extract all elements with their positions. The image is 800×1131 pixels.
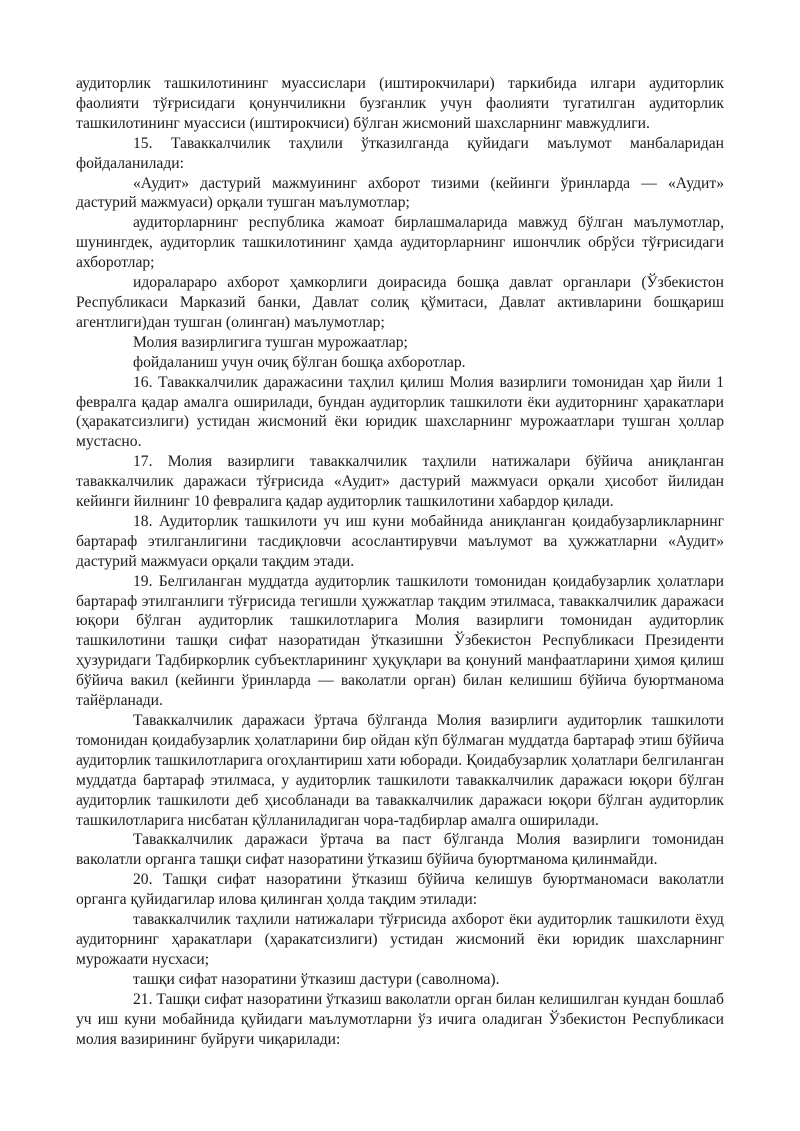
paragraph-15: таваккалчилик таҳлили натижалари тўғрисида ахборот ёки аудиторлик ташкилоти ёхуд аудиторнинг ҳаракатлари (ҳаракатсизлиги) устидан жисмоний ёки юридик шахсларнинг мурожаати нусхаси; <box>76 911 724 968</box>
paragraph-6: Молия вазирлигига тушган мурожаатлар; <box>133 333 408 351</box>
paragraph-4: аудиторларнинг республика жамоат бирлашмаларида мавжуд бўлган маълумотлар, шунингдек, аудиторлик ташкилотининг ҳамда аудиторларнинг ишончлик обрўси тўғрисидаги ахборотлар; <box>76 214 724 272</box>
paragraph-17: 21. Ташқи сифат назоратини ўтказиш ваколатли орган билан келишилган кундан бошлаб уч иш куни мобайнида қуйидаги маълумотларни ўз ичига оладиган Ўзбекистон Республикаси молия вазирининг буйруғи чиқарилади: <box>76 990 724 1048</box>
paragraph-16: ташқи сифат назоратини ўтказиш дастури (саволнома). <box>133 970 500 988</box>
paragraph-14: 20. Ташқи сифат назоратини ўтказиш бўйича келишув буюртманомаси ваколатли органга қуйидагилар илова қилинган ҳолда тақдим этилади: <box>76 871 724 909</box>
paragraph-7: фойдаланиш учун очиқ бўлган бошқа ахборотлар. <box>133 353 466 371</box>
paragraph-13: Таваккалчилик даражаси ўртача ва паст бўлганда Молия вазирлиги томонидан ваколатли органга ташқи сифат назоратини ўтказиш бўйича буюртманома қилинмайди. <box>76 831 724 869</box>
document-page <box>76 74 724 1049</box>
paragraph-11: 19. Белгиланган муддатда аудиторлик ташкилоти томонидан қоидабузарлик ҳолатлари бартараф этилганлиги тўғрисида тегишли ҳужжатлар тақдим этилмаса, таваккалчилик даражаси юқори бўлган аудиторлик ташкилотларига Молия вазирлиги томонидан аудиторлик ташкилотини ташқи сифат назоратидан ўтказишни Ўзбекистон Республикаси Президенти ҳузуридаги Тадбиркорлик субъектларининг ҳуқуқлари ва қонуний манфаатларини ҳимоя қилиш бўйича вакил (кейинги ўринларда — ваколатли орган) билан келишиш бўйича буюртманома тайёрланади. <box>76 572 724 710</box>
paragraph-1: аудиторлик ташкилотининг муассислари (иштирокчилари) таркибида илгари аудиторлик фаолияти тўғрисидаги қонунчиликни бузганлик учун фаолияти тугатилган аудиторлик ташкилотининг муассиси (иштирокчиси) бўлган жисмоний шахсларнинг мавжудлиги. <box>76 75 724 132</box>
paragraph-12: Таваккалчилик даражаси ўртача бўлганда Молия вазирлиги аудиторлик ташкилоти томонидан қоидабузарлик ҳолатларини бир ойдан кўп бўлмаган муддатда бартараф этиш бўйича аудиторлик ташкилотларига огоҳлантириш хати юборади. Қоидабузарлик ҳолатлари белгиланган муддатда бартараф этилмаса, у аудиторлик ташкилоти таваккалчилик даражаси юқори бўлган аудиторлик ташкилоти деб ҳисобланади ва таваккалчилик даражаси юқори бўлган аудиторлик ташкилотларига нисбатан қўлланиладиган чора-тадбирлар амалга оширилади. <box>76 712 724 829</box>
paragraph-10: 18. Аудиторлик ташкилоти уч иш куни мобайнида аниқланган қоидабузарликларнинг бартараф этилганлигини тасдиқловчи асослантирувчи маълумот ва ҳужжатларни «Аудит» дастурий мажмуаси орқали тақдим этади. <box>76 512 724 570</box>
paragraph-2: 15. Таваккалчилик таҳлили ўтказилганда қуйидаги маълумот манбаларидан фойдаланилади: <box>76 134 724 172</box>
paragraph-5: идоралараро ахборот ҳамкорлиги доирасида бошқа давлат органлари (Ўзбекистон Республикаси Марказий банки, Давлат солиқ қўмитаси, Давлат активларини бошқариш агентлиги)дан тушган (олинган) маълумотлар; <box>76 274 724 331</box>
paragraph-3: «Аудит» дастурий мажмуининг ахборот тизими (кейинги ўринларда — «Аудит» дастурий мажмуаси) орқали тушган маълумотлар; <box>76 174 724 212</box>
paragraph-9: 17. Молия вазирлиги таваккалчилик таҳлили натижалари бўйича аниқланган таваккалчилик даражаси тўғрисида «Аудит» дастурий мажмуаси орқали ҳисобот йилидан кейинги йилнинг 10 февралига қадар аудиторлик ташкилотини хабардор қилади. <box>76 453 724 511</box>
paragraph-8: 16. Таваккалчилик даражасини таҳлил қилиш Молия вазирлиги томонидан ҳар йили 1 февралга қадар амалга оширилади, бундан аудиторлик ташкилоти ёки аудиторнинг ҳаракатлари (ҳаракатсизлиги) устидан жисмоний ёки юридик шахсларнинг мурожаатлари тушган ҳоллар мустасно. <box>76 373 724 451</box>
